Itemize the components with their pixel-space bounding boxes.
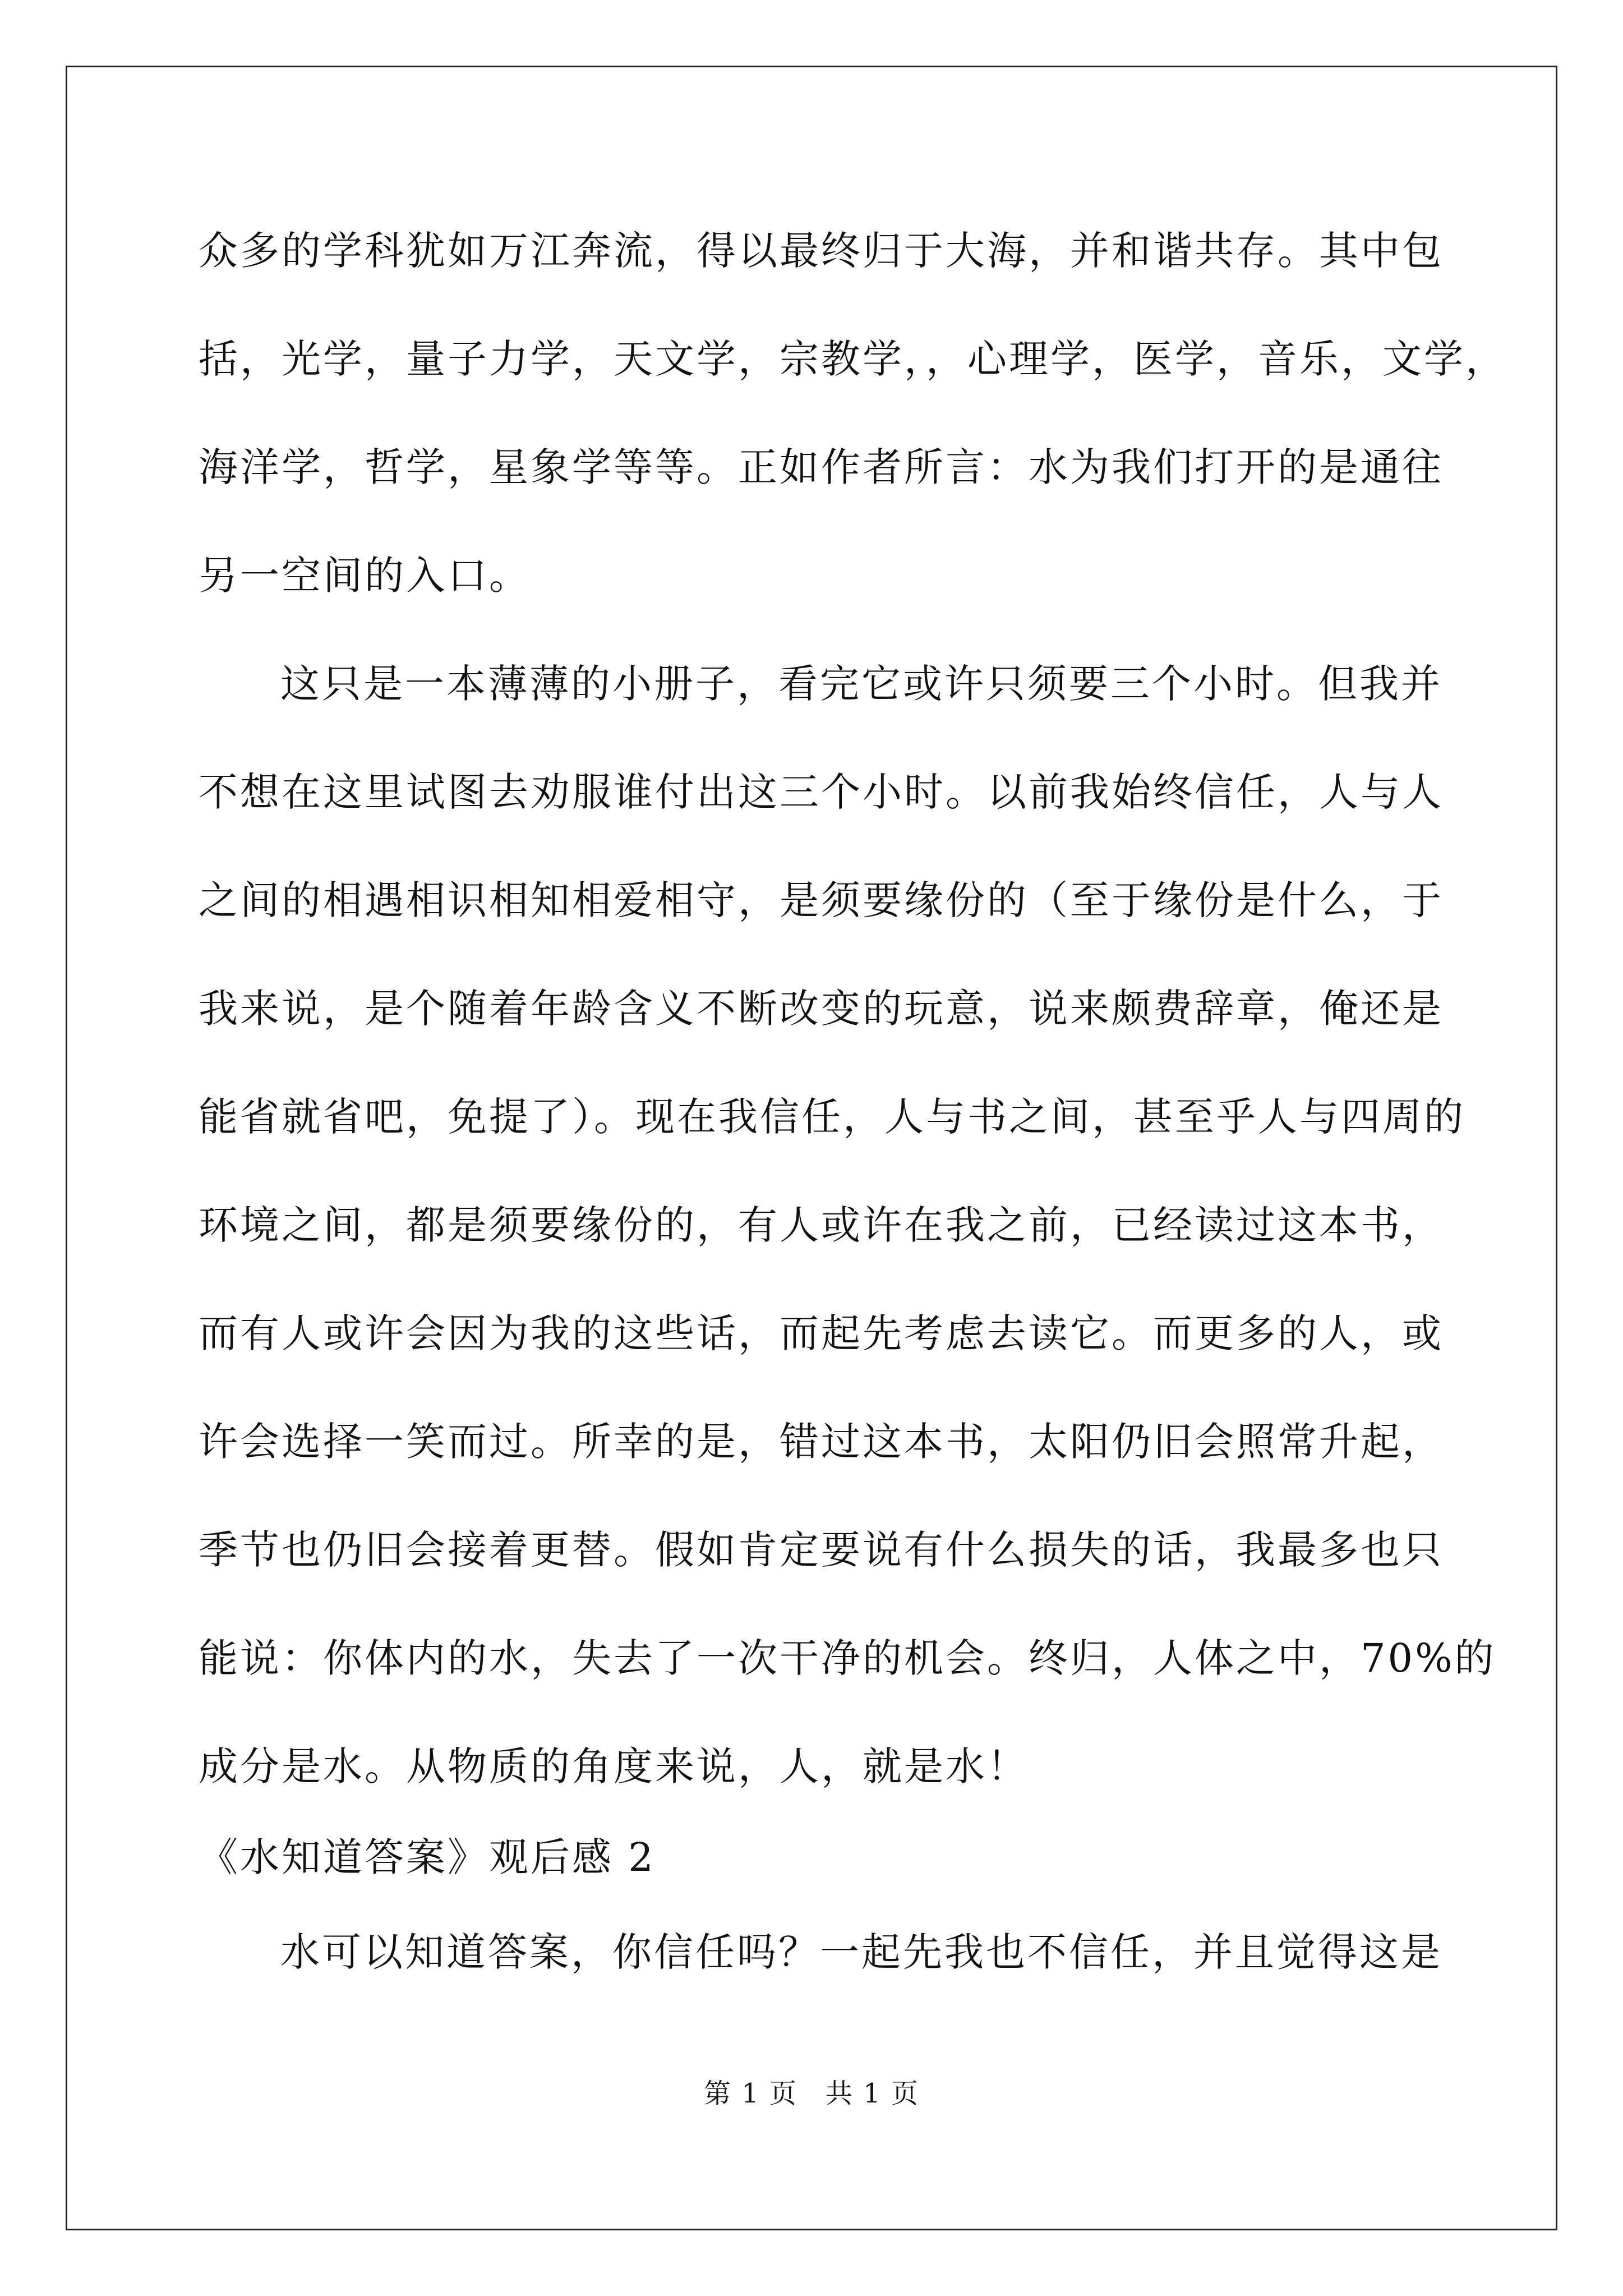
paragraph-2-line-4: 我来说，是个随着年龄含义不断改变的玩意，说来颇费辞章，俺还是 bbox=[199, 986, 1444, 1032]
paragraph-1-line-1: 众多的学科犹如万江奔流，得以最终归于大海，并和谐共存。其中包 bbox=[199, 228, 1444, 274]
page-border bbox=[66, 66, 1557, 2230]
paragraph-1-line-3: 海洋学，哲学，星象学等等。正如作者所言：水为我们打开的是通往 bbox=[199, 444, 1444, 490]
paragraph-3-line-1: 水可以知道答案，你信任吗？一起先我也不信任，并且觉得这是 bbox=[280, 1929, 1442, 1975]
page-footer: 第 1 页 共 1 页 bbox=[703, 2078, 920, 2109]
paragraph-2-line-10: 能说：你体内的水，失去了一次干净的机会。终归，人体之中，70%的 bbox=[199, 1635, 1496, 1681]
paragraph-2-line-3: 之间的相遇相识相知相爱相守，是须要缘份的（至于缘份是什么，于 bbox=[199, 877, 1444, 923]
paragraph-2-line-2: 不想在这里试图去劝服谁付出这三个小时。以前我始终信任，人与人 bbox=[199, 769, 1444, 815]
paragraph-2-line-1: 这只是一本薄薄的小册子，看完它或许只须要三个小时。但我并 bbox=[280, 661, 1442, 707]
paragraph-2-line-6: 环境之间，都是须要缘份的，有人或许在我之前，已经读过这本书， bbox=[199, 1202, 1444, 1248]
paragraph-2-line-9: 季节也仍旧会接着更替。假如肯定要说有什么损失的话，我最多也只 bbox=[199, 1527, 1444, 1573]
paragraph-2-line-5: 能省就省吧，免提了）。现在我信任，人与书之间，甚至乎人与四周的 bbox=[199, 1094, 1465, 1140]
paragraph-2-line-7: 而有人或许会因为我的这些话，而起先考虑去读它。而更多的人，或 bbox=[199, 1310, 1444, 1356]
section-heading: 《水知道答案》观后感 2 bbox=[199, 1834, 656, 1880]
paragraph-1-line-2: 括，光学，量子力学，天文学，宗教学，，心理学，医学，音乐，文学， bbox=[199, 336, 1507, 382]
paragraph-2-line-8: 许会选择一笑而过。所幸的是，错过这本书，太阳仍旧会照常升起， bbox=[199, 1419, 1444, 1465]
paragraph-2-line-11: 成分是水。从物质的角度来说，人，就是水！ bbox=[199, 1743, 1029, 1789]
paragraph-1-line-4: 另一空间的入口。 bbox=[199, 553, 531, 599]
